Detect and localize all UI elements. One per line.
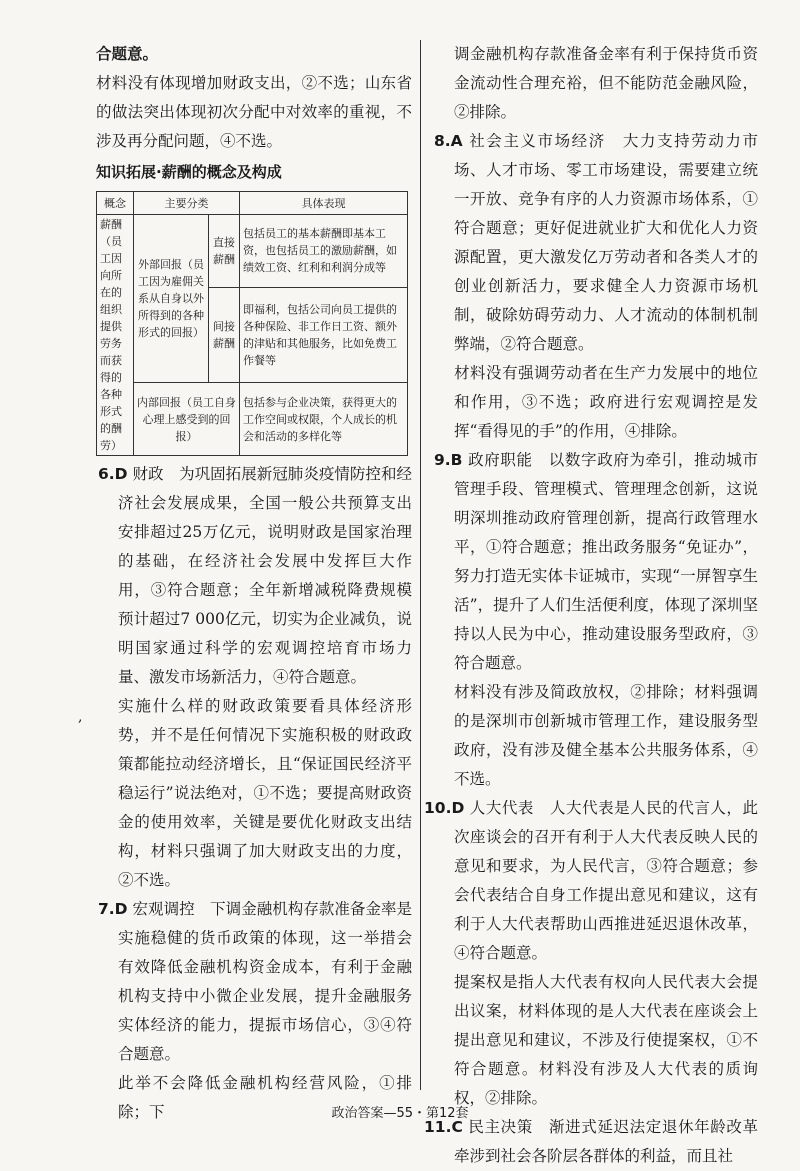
question-number: 7.D — [98, 900, 128, 918]
question-7 — [96, 895, 412, 1069]
right-column — [424, 40, 758, 1171]
knowledge-extension-title: 知识拓展·薪酬的概念及构成 — [96, 163, 282, 181]
question-answer: 宏观调控 下调金融机构存款准备金率是实施稳健的货币政策的体现，这一举措会有效降低金融机构资金成本，有利于金融机构支持中小微企业发展，提升金融服务实体经济的能力，提振市场信心，③④符合题意。 — [118, 900, 412, 1063]
paragraph: 合题意。 — [96, 45, 159, 63]
question-9 — [432, 446, 758, 678]
paragraph: 此举不会降低金融机构经营风险，①排除；下 — [118, 1074, 412, 1121]
question-answer: 人大代表 人大代表是人民的代言人，此次座谈会的召开有利于人大代表反映人民的意见和要求，为人民代言，③符合题意；参会代表结合自身工作提出意见和建议，这有利于人大代表帮助山西推进延迟退休改革，④符合题意。 — [454, 799, 758, 962]
question-6 — [96, 460, 412, 692]
question-answer: 财政 为巩固拓展新冠肺炎疫情防控和经济社会发展成果，全国一般公共预算支出安排超过25万亿元，说明财政是国家治理的基础，在经济社会发展中发挥巨大作用，③符合题意；全年新增减税降费规模预计超过7 000亿元，切实为企业减负，说明国家通过科学的宏观调控培育市场力量、激发市场新活力，④符合题意。 — [118, 465, 412, 686]
question-number: 10.D — [424, 799, 465, 817]
paragraph: 实施什么样的财政政策要看具体经济形势，并不是任何情况下实施积极的财政政策都能拉动经济增长，且“保证国民经济平稳运行”说法绝对，①不选；要提高财政资金的使用效率，关键是要优化财政支出结构，材料只强调了加大财政支出的力度，②不选。 — [118, 697, 412, 889]
left-column — [96, 40, 412, 1127]
column-divider — [420, 40, 421, 1090]
paragraph: 材料没有强调劳动者在生产力发展中的地位和作用，③不选；政府进行宏观调控是发挥“看得见的手”的作用，④排除。 — [454, 364, 758, 440]
paragraph: 材料没有涉及简政放权，②排除；材料强调的是深圳市创新城市管理工作，建设服务型政府，没有涉及健全基本公共服务体系，④不选。 — [454, 683, 758, 788]
table-header: 概念 — [97, 192, 134, 215]
paragraph: 材料没有体现增加财政支出，②不选；山东省的做法突出体现初次分配中对效率的重视，不涉及再分配问题，④不选。 — [96, 74, 412, 150]
question-number: 6.D — [98, 465, 128, 483]
question-answer: 政府职能 以数字政府为牵引，推动城市管理手段、管理模式、管理理念创新，这说明深圳推动政府管理创新，提高行政管理水平，①符合题意；推出政务服务“免证办”，努力打造无实体卡证城市，实现“一屏智享生活”，提升了人们生活便利度，体现了深圳坚持以人民为中心，推动建设服务型政府，③符合题意。 — [454, 451, 758, 672]
table-cell-direct-detail: 包括员工的基本薪酬即基本工资，也包括员工的激励薪酬，如绩效工资、红利和利润分成等 — [240, 215, 408, 288]
table-cell-internal: 内部回报（员工自身心理上感受到的回报） — [134, 383, 240, 456]
question-answer: 民主决策 渐进式延迟法定退休年龄改革牵涉到社会各阶层各群体的利益，而且社 — [454, 1118, 758, 1165]
table-cell-direct: 直接薪酬 — [209, 215, 240, 288]
table-cell-internal-detail: 包括参与企业决策，获得更大的工作空间或权限，个人成长的机会和活动的多样化等 — [240, 383, 408, 456]
table-header: 主要分类 — [134, 192, 240, 215]
paragraph: 调金融机构存款准备金率有利于保持货币资金流动性合理充裕，但不能防范金融风险，②排除。 — [454, 45, 758, 121]
table-header: 具体表现 — [240, 192, 408, 215]
question-answer: 社会主义市场经济 大力支持劳动力市场、人才市场、零工市场建设，需要建立统一开放、竞争有序的人力资源市场体系，①符合题意；更好促进就业扩大和优化人力资源配置，更大激发亿万劳动者和各类人才的创业创新活力，要求健全人力资源市场机制，破除妨碍劳动力、人才流动的体制机制弊端，②符合题意。 — [454, 132, 758, 353]
question-number: 9.B — [434, 451, 463, 469]
margin-mark: , — [78, 709, 83, 725]
table-cell-concept: 薪酬（员工因向所在的组织提供劳务而获得的各种形式的酬劳） — [97, 215, 134, 456]
table-cell-external: 外部回报（员工因为雇佣关系从自身以外所得到的各种形式的回报） — [134, 215, 209, 383]
page-footer: 政治答案—55・第12套 — [331, 1106, 469, 1121]
table-cell-indirect: 间接薪酬 — [209, 287, 240, 383]
table-cell-indirect-detail: 即福利，包括公司向员工提供的各种保险、非工作日工资、额外的津贴和其他服务，比如免费工作餐等 — [240, 287, 408, 383]
question-8 — [432, 127, 758, 359]
question-11 — [424, 1113, 758, 1171]
question-number: 11.C — [424, 1118, 463, 1136]
question-10 — [424, 794, 758, 968]
paragraph: 提案权是指人大代表有权向人民代表大会提出议案，材料体现的是人大代表在座谈会上提出意见和建议，不涉及行使提案权，①不符合题意。材料没有涉及人大代表的质询权，②排除。 — [454, 973, 758, 1107]
salary-table — [96, 191, 408, 456]
question-number: 8.A — [434, 132, 463, 150]
